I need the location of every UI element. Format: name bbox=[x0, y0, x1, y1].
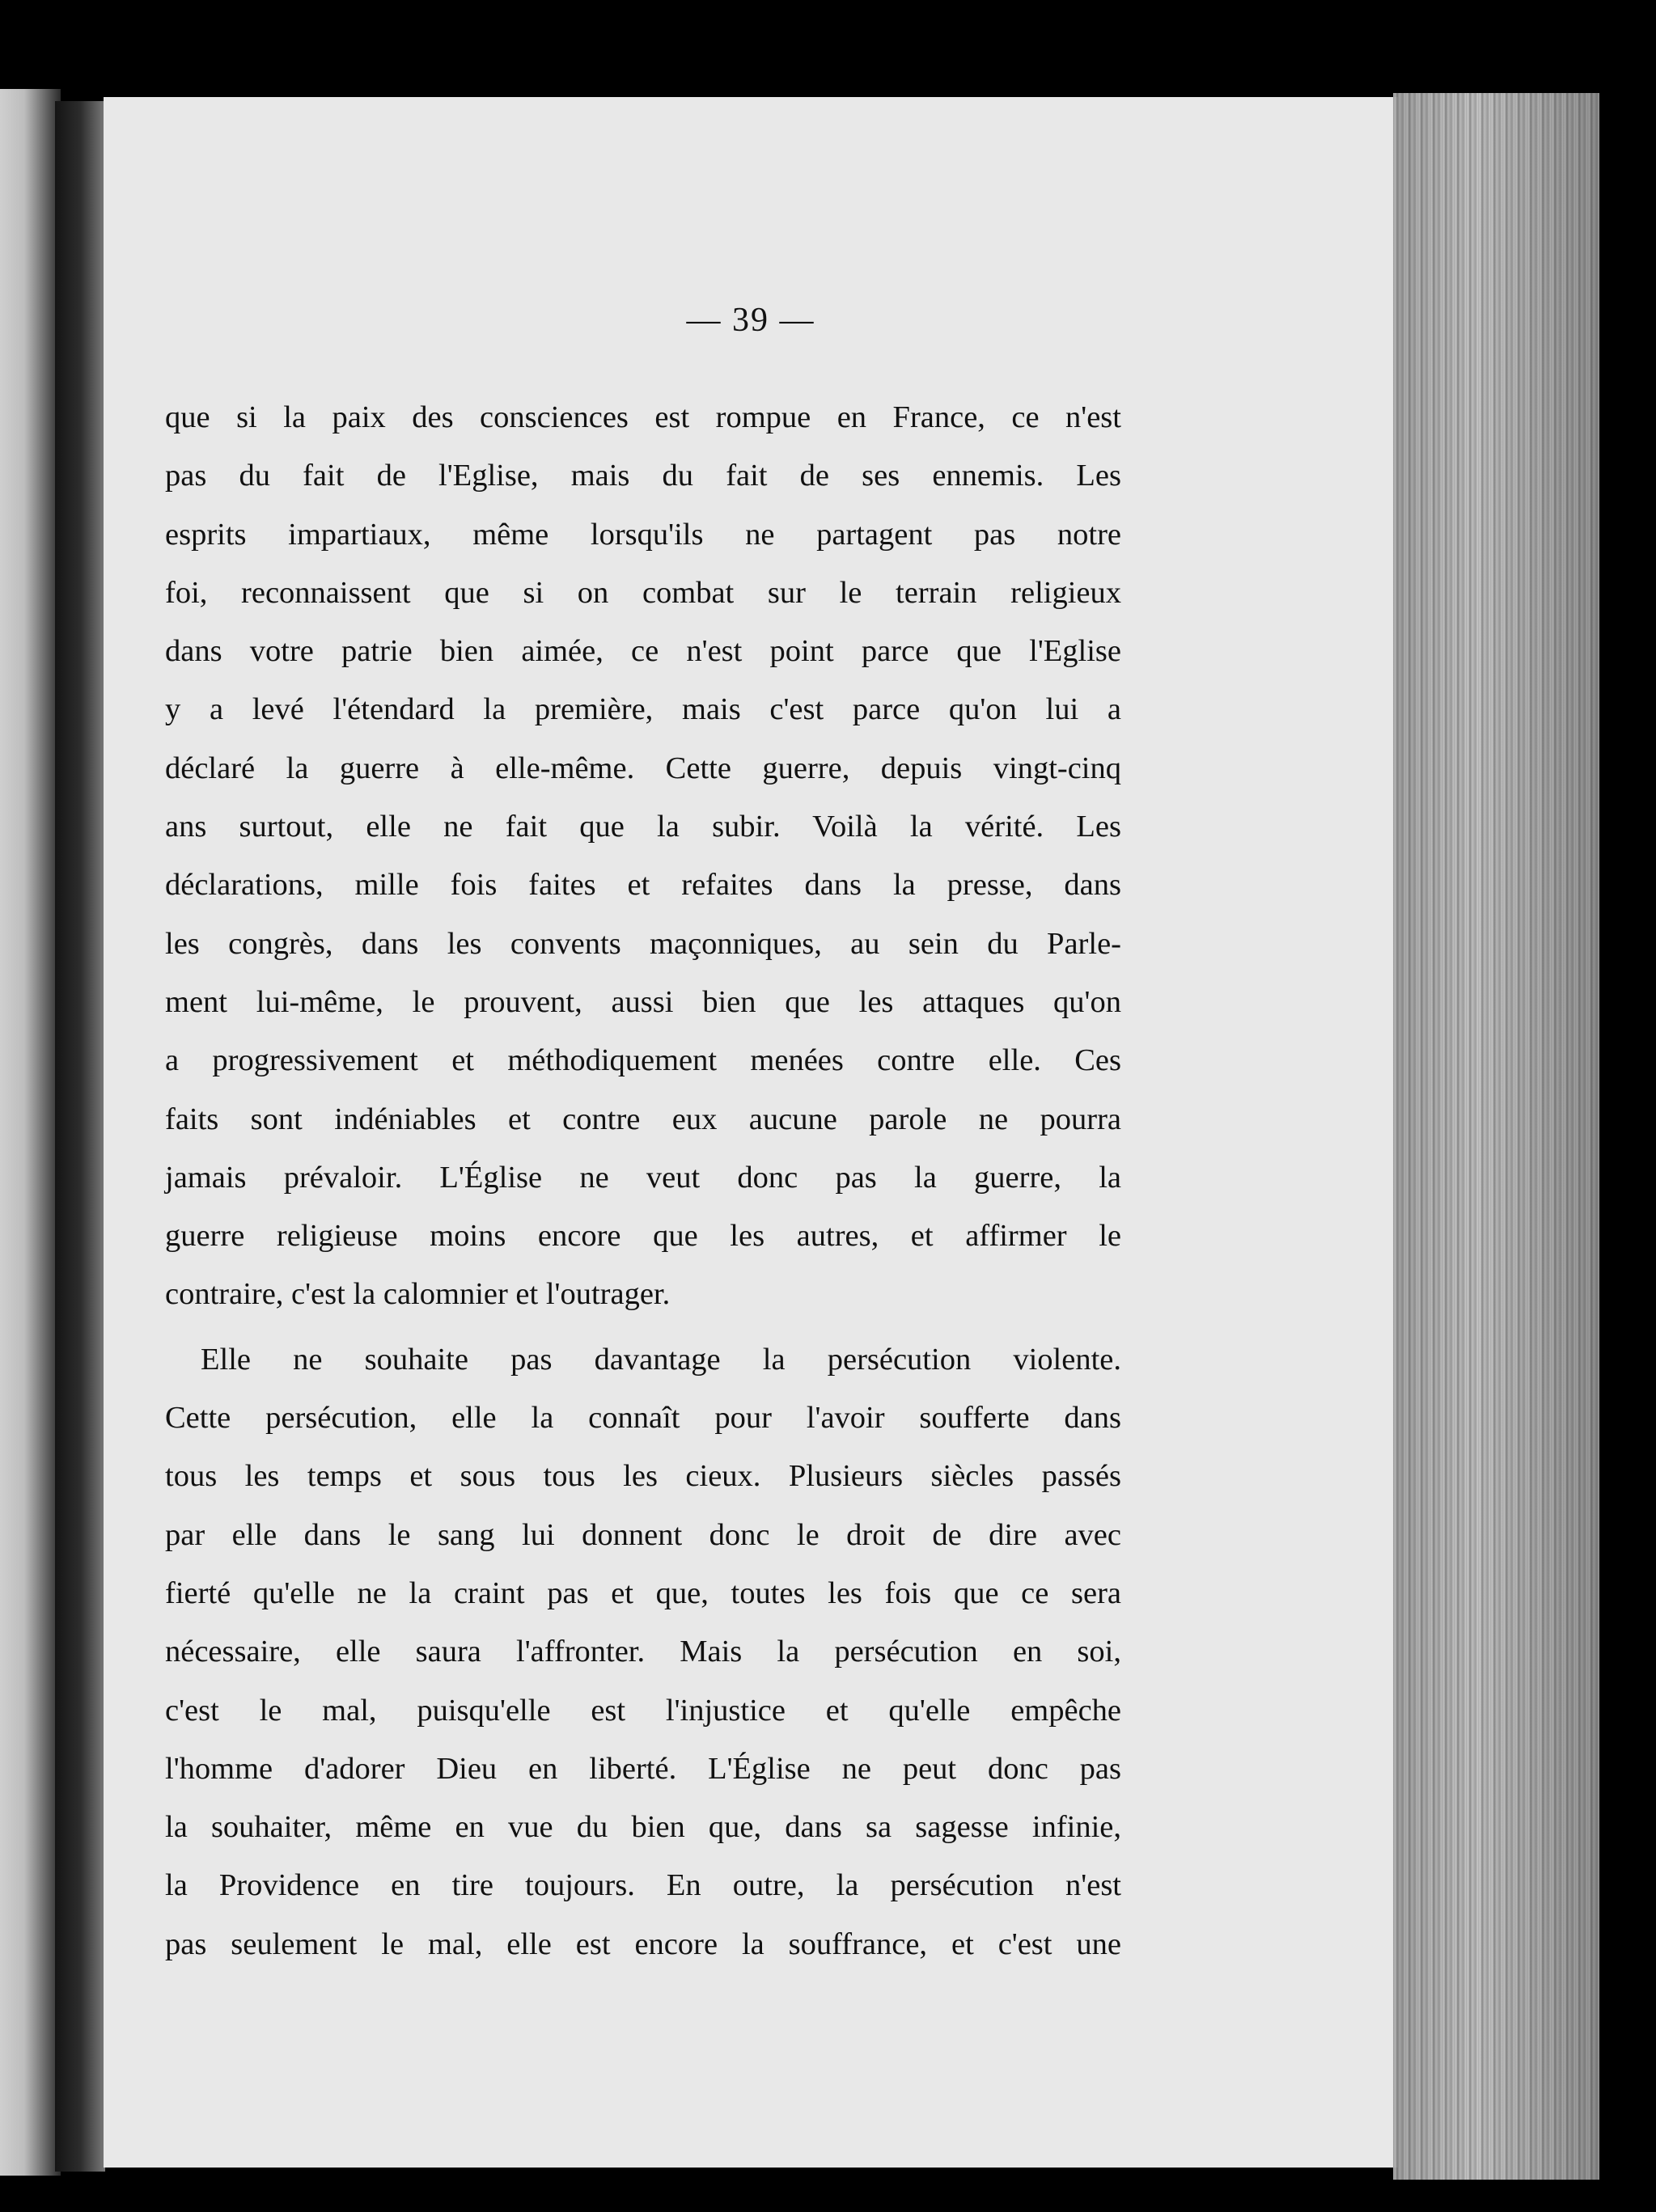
text-line: c'est le mal, puisqu'elle est l'injustice et qu'elle empêche bbox=[165, 1693, 1121, 1728]
text-line: ment lui-même, le prouvent, aussi bien que les attaques qu'on bbox=[165, 984, 1121, 1019]
text-line: Cette persécution, elle la connaît pour l'avoir soufferte dans bbox=[165, 1401, 1121, 1436]
text-line: dans votre patrie bien aimée, ce n'est point parce que l'Eglise bbox=[165, 634, 1121, 669]
paragraph-2 bbox=[165, 1330, 1121, 1973]
left-page-edge bbox=[0, 89, 61, 2176]
paragraph-gap bbox=[165, 1324, 1121, 1330]
text-line: esprits impartiaux, même lorsqu'ils ne partagent pas notre bbox=[165, 517, 1121, 552]
text-line: pas seulement le mal, elle est encore la souffrance, et c'est une bbox=[165, 1927, 1121, 1961]
text-line: la souhaiter, même en vue du bien que, dans sa sagesse infinie, bbox=[165, 1810, 1121, 1845]
text-line: a progressivement et méthodiquement menées contre elle. Ces bbox=[165, 1043, 1121, 1078]
text-line: la Providence en tire toujours. En outre, la persécution n'est bbox=[165, 1868, 1121, 1903]
text-line: pas du fait de l'Eglise, mais du fait de ses ennemis. Les bbox=[165, 459, 1121, 493]
text-line: Elle ne souhaite pas davantage la persécution violente. bbox=[201, 1342, 1121, 1377]
text-line: contraire, c'est la calomnier et l'outrager. bbox=[165, 1277, 671, 1312]
text-line: tous les temps et sous tous les cieux. Plusieurs siècles passés bbox=[165, 1459, 1121, 1494]
paragraph-1 bbox=[165, 388, 1121, 1324]
body-text bbox=[165, 388, 1121, 1973]
text-line: que si la paix des consciences est rompue en France, ce n'est bbox=[165, 400, 1121, 434]
text-line: jamais prévaloir. L'Église ne veut donc pas la guerre, la bbox=[165, 1160, 1121, 1195]
text-line: déclaré la guerre à elle-même. Cette guerre, depuis vingt-cinq bbox=[165, 751, 1121, 785]
text-line: nécessaire, elle saura l'affronter. Mais la persécution en soi, bbox=[165, 1635, 1121, 1669]
text-line: y a levé l'étendard la première, mais c'est parce qu'on lui a bbox=[165, 692, 1121, 727]
text-line: par elle dans le sang lui donnent donc le droit de dire avec bbox=[165, 1517, 1121, 1552]
binding-gutter bbox=[55, 101, 105, 2172]
text-line: ans surtout, elle ne fait que la subir. Voilà la vérité. Les bbox=[165, 810, 1121, 844]
text-line: guerre religieuse moins encore que les autres, et affirmer le bbox=[165, 1219, 1121, 1254]
fore-edge-shadow bbox=[1393, 93, 1599, 2180]
text-line: fierté qu'elle ne la craint pas et que, toutes les fois que ce sera bbox=[165, 1575, 1121, 1610]
text-line: déclarations, mille fois faites et refaites dans la presse, dans bbox=[165, 868, 1121, 903]
page-number: — 39 — bbox=[686, 302, 815, 339]
text-line: faits sont indéniables et contre eux aucune parole ne pourra bbox=[165, 1102, 1121, 1136]
text-line: l'homme d'adorer Dieu en liberté. L'Église ne peut donc pas bbox=[165, 1751, 1121, 1786]
text-line: les congrès, dans les convents maçonniques, au sein du Parle- bbox=[165, 926, 1121, 961]
text-line: foi, reconnaissent que si on combat sur le terrain religieux bbox=[165, 575, 1121, 610]
